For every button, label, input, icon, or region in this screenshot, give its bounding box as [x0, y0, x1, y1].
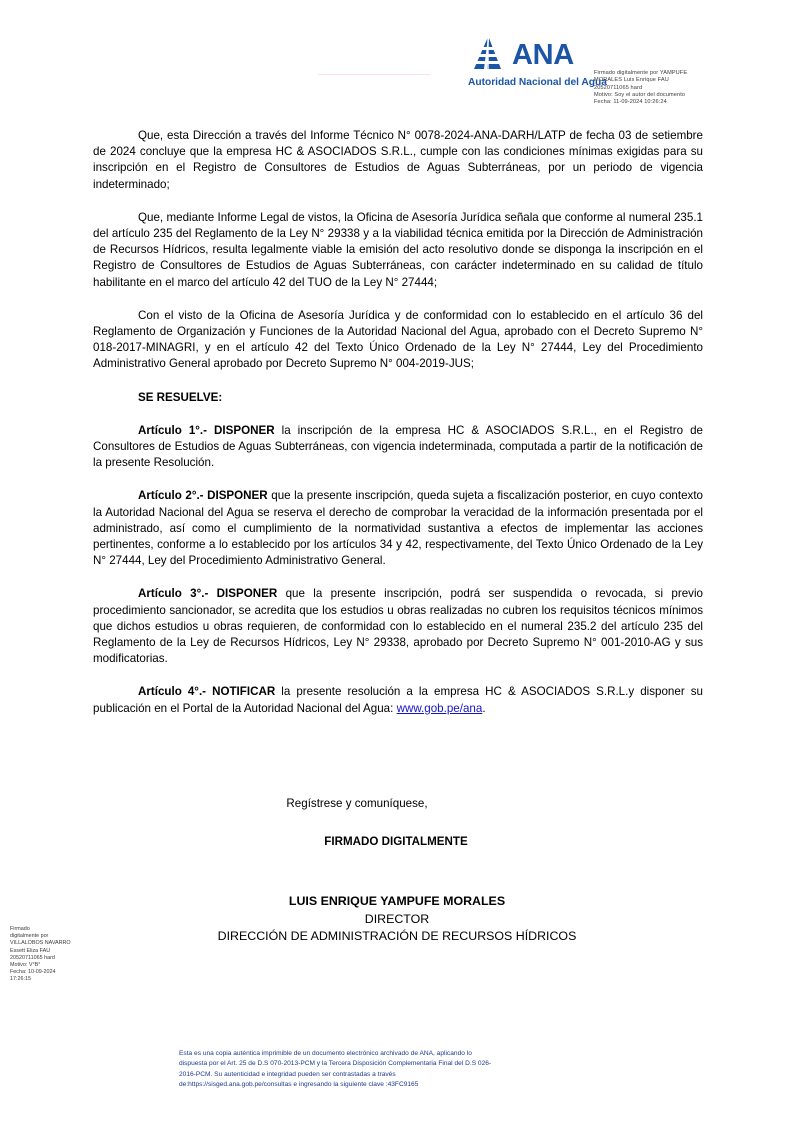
registrese-line: Regístrese y comuníquese, — [286, 797, 428, 810]
article-1-text: la inscripción de la empresa HC & ASOCIADOS S.R.L., en el Registro de Consultores de Estudios de Aguas Subterráneas, con vigencia indeterminada, computada a partir de la notificación de la presente Resolución. — [93, 423, 703, 470]
article-1-label: Artículo 1°.- DISPONER — [138, 423, 275, 437]
document-header — [0, 30, 794, 110]
article-4-label: Artículo 4°.- NOTIFICAR — [138, 685, 276, 699]
left-signature-line-8: 17:26:15 — [10, 976, 31, 983]
firmado-digitalmente-line: FIRMADO DIGITALMENTE — [324, 835, 468, 848]
signatory-title: DIRECTOR — [364, 911, 430, 926]
left-signature-line-3: VILLALOBOS NAVARRO — [10, 940, 71, 947]
left-signature-line-7: Fecha: 10-09-2024 — [10, 969, 56, 976]
article-2-text: que la presente inscripción, queda sujeta a fiscalización posterior, en cuyo contexto la Autoridad Nacional del Agua se reserva el derecho de comprobar la veracidad de la información presentada por el administrado, así como el cumplimiento de la normatividad sustantiva a efectos de implementar las acciones pertinentes, conforme a lo establecido por los artículos 34 y 42, respectivamente, del Texto Único Ordenado de la Ley N° 27444, Ley del Procedimiento Administrativo General. — [93, 489, 703, 568]
header-faint-rule — [318, 74, 430, 75]
footer-line-1: Esta es una copia auténtica imprimible de un documento electrónico archivado de ANA, aplicando lo — [179, 1050, 472, 1057]
left-signature-line-6: Motivo: V°B° — [10, 962, 41, 969]
ana-wordmark: ANA — [512, 38, 574, 71]
article-3-text: que la presente inscripción, podrá ser suspendida o revocada, si previo procedimiento sancionador, se acredita que los estudios u obras realizadas no cubren los requisitos técnicos mínimos que dichos estudios u obras requieren, de conformidad con lo establecido en el numeral 235.2 del artículo 235 del Reglamento de la Ley de Recursos Hídricos, Ley N° 29338, aprobado por Decreto Supremo N° 001-2010-AG y sus modificatorias. — [93, 587, 703, 666]
article-4-text-before-link: la presente resolución a la empresa HC & ASOCIADOS S.R.L.y disponer su publicación en el Portal de la Autoridad Nacional del Agua: — [93, 685, 703, 715]
article-1 — [93, 423, 703, 472]
signatory-block — [0, 893, 794, 946]
article-4-text-after-link: . — [482, 701, 486, 715]
logo-row — [468, 34, 586, 76]
article-2-label: Artículo 2°.- DISPONER — [138, 489, 268, 503]
considerando-paragraph-2: Que, mediante Informe Legal de vistos, la Oficina de Asesoría Jurídica señala que conforme al numeral 235.1 del artículo 235 del Reglamento de la Ley N° 29338 y a la viabilidad técnica emitida por la Dirección de Administración de Recursos Hídricos, resulta legalmente viable la emisión del acto resolutivo donde se disponga la inscripción en el Registro de Consultores de Estudios de Aguas Subterráneas, con carácter indeterminado en su calidad de título habilitante en el marco del artículo 42 del TUO de la Ley N° 27444; — [93, 210, 703, 289]
signature-line-1: Firmado digitalmente por YAMPUFE — [594, 70, 688, 76]
ana-logo-subtitle: Autoridad Nacional del Agua — [468, 77, 607, 88]
left-signature-line-4: Essett Eliza FAU — [10, 947, 51, 954]
article-3 — [93, 586, 703, 667]
considerando-paragraph-1: Que, esta Dirección a través del Informe Técnico N° 0078-2024-ANA-DARH/LATP de fecha 03 de setiembre de 2024 concluye que la empresa HC & ASOCIADOS S.R.L., cumple con las condiciones mínimas exigidas para su inscripción en el Registro de Consultores de Estudios de Aguas Subterráneas, por un periodo de vigencia indeterminado; — [93, 129, 703, 191]
left-signature-line-1: Firmado — [10, 926, 30, 932]
signature-line-2: MORALES Luis Enrique FAU — [594, 77, 669, 84]
document-footer — [179, 1049, 621, 1091]
footer-line-4: de:https://sisged.ana.gob.pe/consultas e ingresando la siguiente clave :43FC9165 — [179, 1081, 419, 1089]
signature-line-5: Fecha: 11-09-2024 10:26:24 — [594, 99, 667, 106]
signatory-name: LUIS ENRIQUE YAMPUFE MORALES — [288, 894, 506, 908]
closing-block — [0, 796, 794, 850]
article-4 — [93, 684, 703, 716]
ana-logo — [468, 34, 607, 89]
ana-portal-link[interactable]: www.gob.pe/ana — [396, 701, 483, 715]
signatory-office: DIRECCIÓN DE ADMINISTRACIÓN DE RECURSOS HÍDRICOS — [217, 929, 577, 943]
article-2 — [93, 488, 703, 569]
digital-signature-stamp-top — [594, 70, 744, 106]
article-3-label: Artículo 3°.- DISPONER — [138, 587, 278, 601]
considerando-paragraph-3: Con el visto de la Oficina de Asesoría Jurídica y de conformidad con lo establecido en el artículo 36 del Reglamento de Organización y Funciones de la Autoridad Nacional del Agua, aprobado con el Decreto Supremo N° 018-2017-MINAGRI, y en el artículo 42 del Texto Único Ordenado de la Ley N° 27444, Ley del Procedimiento Administrativo General aprobado por Decreto Supremo N° 004-2019-JUS; — [93, 308, 703, 371]
left-signature-line-5: 20520711065 hard — [10, 954, 55, 961]
ana-wave-icon — [468, 35, 508, 75]
se-resuelve-heading: SE RESUELVE: — [138, 390, 223, 404]
document-body — [93, 128, 703, 734]
footer-line-2: dispuesta por el Art. 25 de D.S 070-2013-PCM y la Tercera Disposición Complementaria Final del D.S 026- — [179, 1060, 492, 1068]
left-signature-line-2: digitalmente por — [10, 933, 49, 940]
digital-signature-stamp-left — [10, 926, 88, 984]
signature-line-4: Motivo: Soy el autor del documento — [594, 91, 686, 98]
signature-line-3: 20520711065 hard — [594, 84, 643, 91]
footer-line-3: 2016-PCM. Su autenticidad e integridad pueden ser contrastadas a través — [179, 1070, 396, 1078]
